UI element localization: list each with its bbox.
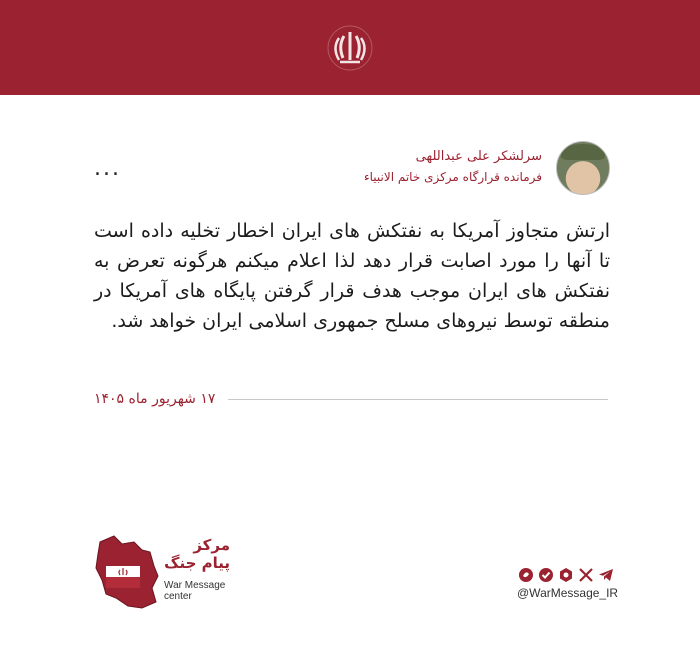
iran-map-logo bbox=[92, 532, 164, 612]
telegram-icon[interactable] bbox=[597, 566, 614, 583]
author-role: فرمانده قرارگاه مرکزی خاتم الانبیاء bbox=[363, 170, 542, 184]
header-banner bbox=[0, 0, 700, 95]
avatar[interactable] bbox=[556, 141, 610, 195]
eitaa-icon[interactable] bbox=[517, 566, 534, 583]
post-body: ارتش متجاوز آمریکا به نفتکش های ایران اخطار تخلیه داده است تا آنها را مورد اصابت قرار دهد لذا اعلام میکنم هرگونه تعرض به نفتکش های ایران موجب هدف قرار گرفتن پایگاه های آمریکا در منطقه توسط نیروهای مسلح جمهوری اسلامی ایران خواهد شد. bbox=[94, 220, 610, 332]
author-name[interactable]: سرلشکر علی عبداللهی bbox=[415, 149, 542, 164]
logo-english-line1: War Message bbox=[164, 580, 226, 591]
check-icon[interactable] bbox=[537, 566, 554, 583]
x-icon[interactable] bbox=[577, 566, 594, 583]
rubika-icon[interactable] bbox=[557, 566, 574, 583]
author-block bbox=[364, 148, 542, 186]
post-date: ۱۷ شهریور ماه ۱۴۰۵ bbox=[94, 391, 216, 407]
iran-emblem-icon bbox=[326, 24, 374, 72]
divider bbox=[228, 399, 608, 400]
logo-title: مرکز پیام جنگ bbox=[164, 536, 230, 572]
social-icons bbox=[517, 566, 614, 583]
logo-english bbox=[164, 580, 225, 602]
logo-english-line2: center bbox=[164, 591, 192, 602]
avatar-cap bbox=[561, 144, 605, 160]
more-options-button[interactable]: ... bbox=[94, 156, 121, 181]
social-handle[interactable]: @WarMessage_IR bbox=[517, 586, 619, 600]
